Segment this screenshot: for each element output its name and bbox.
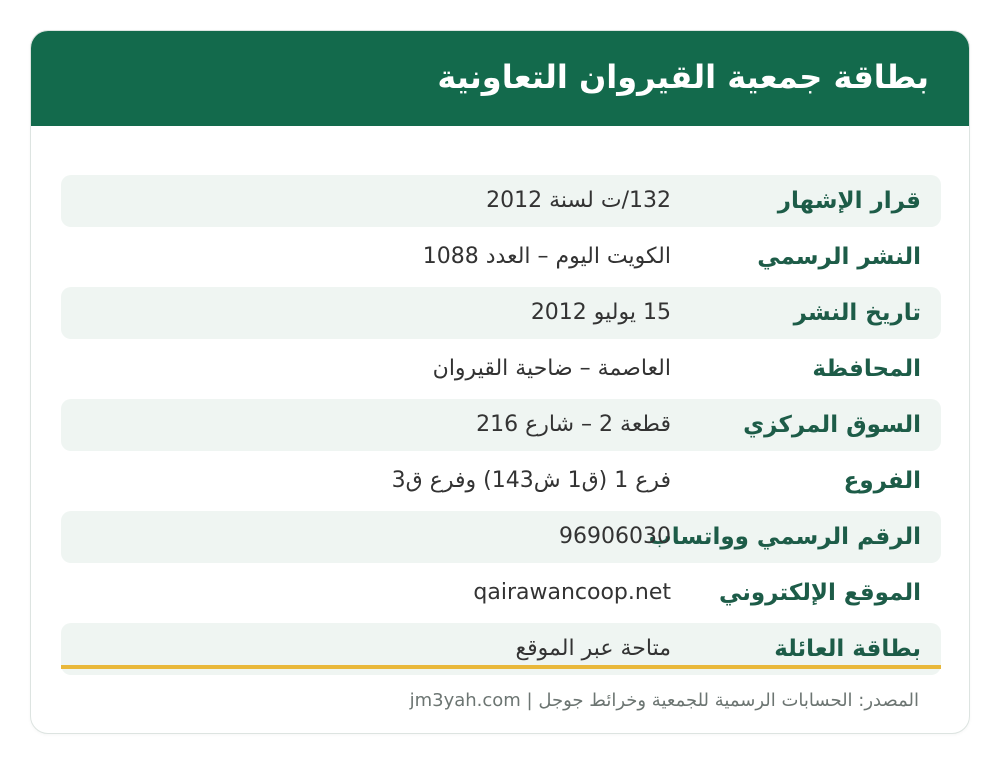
accent-divider: [61, 665, 941, 669]
card-header: [31, 31, 969, 126]
row-value: فرع 1 (ق1 ش143) وفرع ق3: [391, 468, 671, 493]
row-value: الكويت اليوم – العدد 1088: [422, 244, 671, 269]
source-footer: المصدر: الحسابات الرسمية للجمعية وخرائط جوجل | jm3yah.com: [409, 690, 919, 711]
row-official-number-whatsapp: [61, 511, 941, 563]
row-label: النشر الرسمي: [757, 244, 921, 270]
info-rows: [61, 175, 941, 679]
association-card: [30, 30, 970, 734]
row-central-market: [61, 399, 941, 451]
row-label: الموقع الإلكتروني: [718, 580, 921, 606]
card-title: بطاقة جمعية القيروان التعاونية: [437, 58, 929, 96]
row-label: تاريخ النشر: [793, 300, 921, 326]
row-value: متاحة عبر الموقع: [515, 636, 671, 661]
row-label: الرقم الرسمي وواتساب: [648, 524, 921, 550]
row-value: 132/ت لسنة 2012: [486, 188, 671, 213]
row-value: 15 يوليو 2012: [530, 300, 671, 325]
row-official-publication: [61, 231, 941, 283]
row-value: qairawancoop.net: [473, 580, 671, 605]
row-value: 96906030: [559, 524, 671, 549]
row-announcement-decision: [61, 175, 941, 227]
row-governorate: [61, 343, 941, 395]
row-website: [61, 567, 941, 619]
row-value: قطعة 2 – شارع 216: [476, 412, 671, 437]
row-label: السوق المركزي: [743, 412, 921, 438]
row-label: قرار الإشهار: [777, 188, 921, 214]
row-label: الفروع: [843, 468, 921, 494]
row-value: العاصمة – ضاحية القيروان: [432, 356, 671, 381]
row-publication-date: [61, 287, 941, 339]
row-label: بطاقة العائلة: [774, 636, 921, 662]
row-label: المحافظة: [812, 356, 921, 382]
row-branches: [61, 455, 941, 507]
